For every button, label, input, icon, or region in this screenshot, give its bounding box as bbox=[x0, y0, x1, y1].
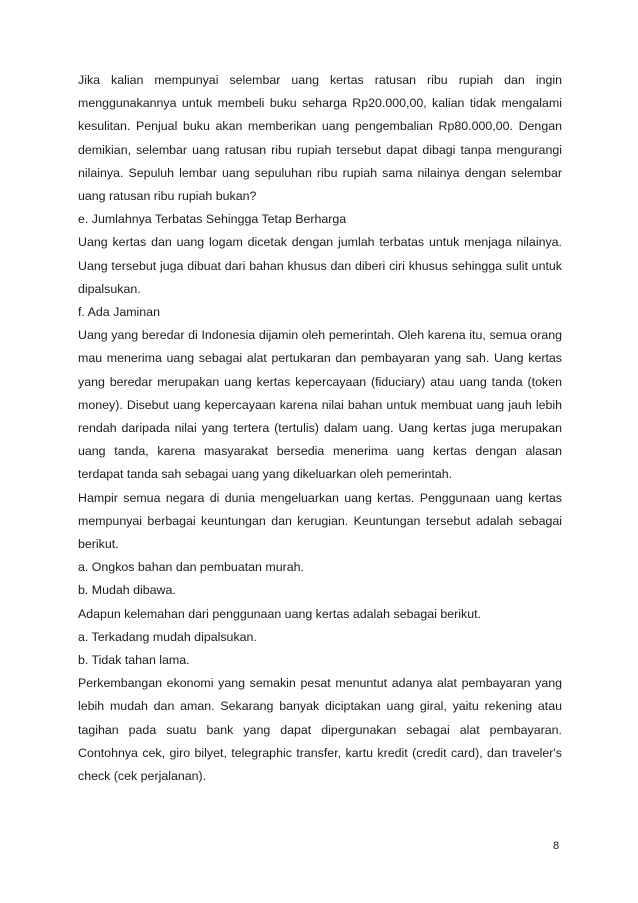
heading-limited-quantity: e. Jumlahnya Terbatas Sehingga Tetap Berharga bbox=[78, 212, 347, 227]
page-number: 8 bbox=[553, 840, 560, 852]
list-item-disadvantage-b: b. Tidak tahan lama. bbox=[78, 653, 190, 668]
paragraph-giral-money: Perkembangan ekonomi yang semakin pesat menuntut adanya alat pembayaran yang lebih mudah dan aman. Sekarang banyak diciptakan uang giral, yaitu rekening atau tagihan pada suatu bank yang dapat dipergunakan sebagai alat pembayaran. Contohnya cek, giro bilyet, telegraphic transfer, kartu kredit (credit card), dan traveler's check (cek perjalanan). bbox=[78, 676, 562, 784]
heading-guarantee: f. Ada Jaminan bbox=[78, 305, 160, 320]
paragraph-disadvantages-intro: Adapun kelemahan dari penggunaan uang kertas adalah sebagai berikut. bbox=[78, 606, 481, 621]
paragraph-100k-note-example: Jika kalian mempunyai selembar uang kertas ratusan ribu rupiah dan ingin menggunakannya untuk membeli buku seharga Rp20.000,00, kalian tidak mengalami kesulitan. Penjual buku akan memberikan uang pengembalian Rp80.000,00. Dengan demikian, selembar uang ratusan ribu rupiah tersebut dapat dibagi tanpa mengurangi nilainya. Sepuluh lembar uang sepuluhan ribu rupiah sama nilainya dengan selembar uang ratusan ribu rupiah bukan? bbox=[78, 73, 562, 204]
list-item-advantage-a: a. Ongkos bahan dan pembuatan murah. bbox=[78, 560, 304, 575]
paragraph-guarantee: Uang yang beredar di Indonesia dijamin oleh pemerintah. Oleh karena itu, semua orang mau menerima uang sebagai alat pertukaran dan pembayaran yang sah. Uang kertas yang beredar merupakan uang kertas kepercayaan (fiduciary) atau uang tanda (token money). Disebut uang kepercayaan karena nilai bahan untuk membuat uang jauh lebih rendah daripada nilai yang tertera (tertulis) dalam uang. Uang kertas juga merupakan uang tanda, karena masyarakat bersedia menerima uang kertas dengan alasan terdapat tanda sah sebagai uang yang dikeluarkan oleh pemerintah. bbox=[78, 328, 562, 482]
paragraph-limited-quantity: Uang kertas dan uang logam dicetak dengan jumlah terbatas untuk menjaga nilainya. Uang tersebut juga dibuat dari bahan khusus dan diberi ciri khusus sehingga sulit untuk dipalsukan. bbox=[78, 235, 562, 296]
paragraph-paper-money-advantages-intro: Hampir semua negara di dunia mengeluarkan uang kertas. Penggunaan uang kertas mempunyai berbagai keuntungan dan kerugian. Keuntungan tersebut adalah sebagai berikut. bbox=[78, 490, 562, 552]
list-item-advantage-b: b. Mudah dibawa. bbox=[78, 583, 176, 598]
page-body bbox=[78, 69, 562, 788]
list-item-disadvantage-a: a. Terkadang mudah dipalsukan. bbox=[78, 629, 257, 644]
